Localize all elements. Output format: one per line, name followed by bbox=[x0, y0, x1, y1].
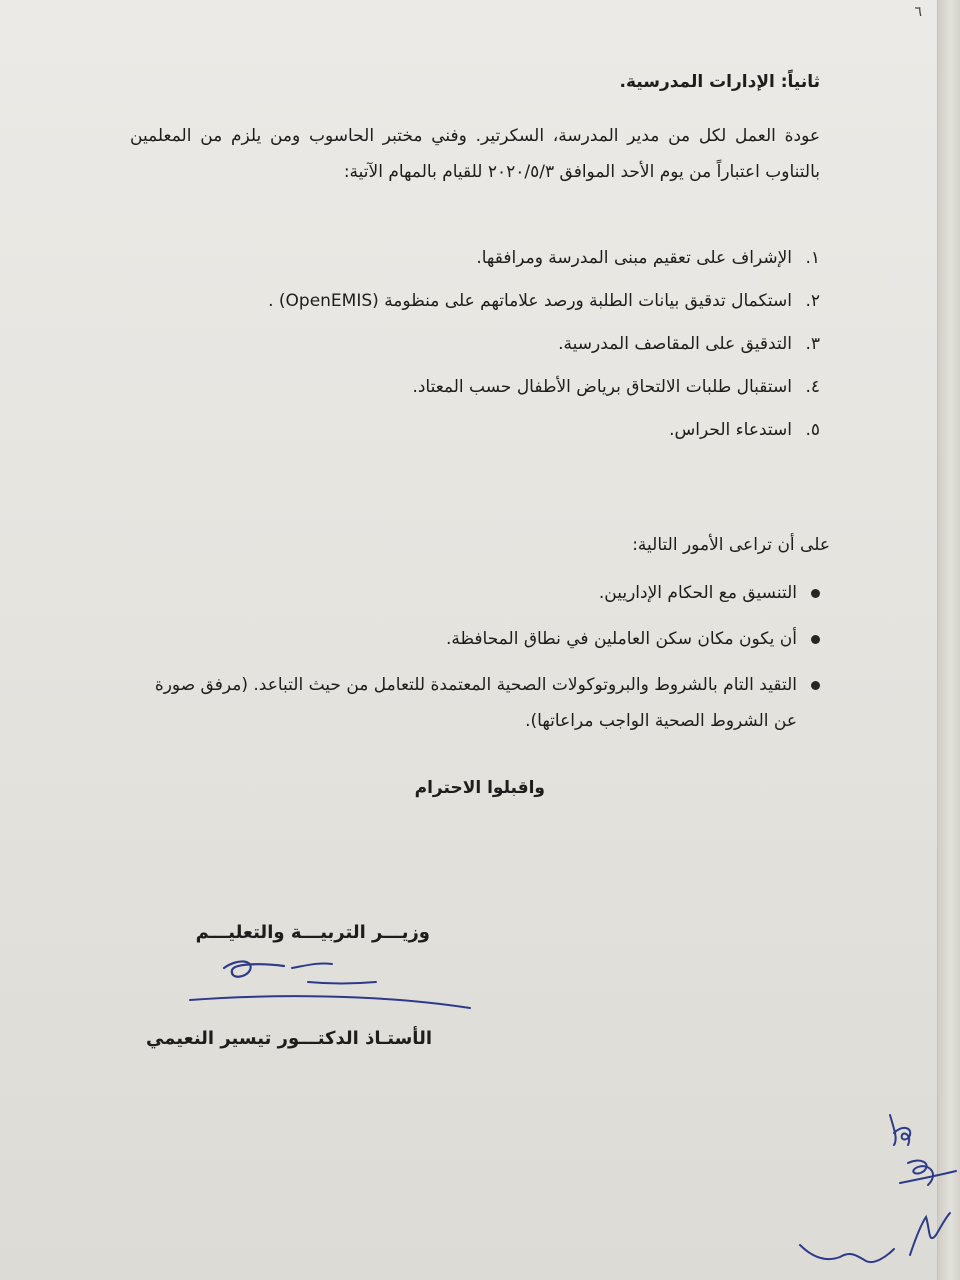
bullet-icon bbox=[811, 635, 820, 644]
list-item bbox=[140, 667, 820, 739]
bullet-icon bbox=[811, 681, 820, 690]
list-item-number: ٢. bbox=[805, 291, 820, 311]
section-heading: ثانياً: الإدارات المدرسية. bbox=[619, 72, 820, 92]
list-item bbox=[130, 283, 820, 319]
margin-annotation bbox=[790, 1105, 960, 1280]
list-item-number: ٤. bbox=[805, 377, 820, 397]
bullet-icon bbox=[811, 589, 820, 598]
list-item-text: استقبال طلبات الالتحاق برياض الأطفال حسب المعتاد. bbox=[412, 377, 792, 397]
list-item-number: ٥. bbox=[805, 420, 820, 440]
list-item-number: ٣. bbox=[805, 334, 820, 354]
list-item-text: استكمال تدقيق بيانات الطلبة ورصد علاماتهم على منظومة (OpenEMIS) . bbox=[268, 291, 792, 311]
signatory-name: الأستـاذ الدكتـــور تيسير النعيمي bbox=[146, 1028, 432, 1049]
list-item-text: استدعاء الحراس. bbox=[669, 420, 792, 440]
list-item-text: التدقيق على المقاصف المدرسية. bbox=[558, 334, 792, 354]
list-item-text: أن يكون مكان سكن العاملين في نطاق المحافظة. bbox=[445, 629, 797, 649]
signatory-title: وزيـــر التربيـــة والتعليـــم bbox=[195, 922, 430, 943]
handwritten-signature bbox=[180, 950, 480, 1030]
list-item bbox=[130, 326, 820, 362]
closing-line: واقبلوا الاحترام bbox=[414, 778, 545, 798]
list-item bbox=[130, 369, 820, 405]
list-item-text: الإشراف على تعقيم مبنى المدرسة ومرافقها. bbox=[476, 248, 792, 268]
task-list bbox=[130, 240, 820, 455]
list-item bbox=[140, 621, 820, 657]
conditions-list bbox=[140, 575, 820, 749]
list-item bbox=[140, 575, 820, 611]
page-number: ٦ bbox=[914, 4, 922, 20]
list-item bbox=[130, 240, 820, 276]
list-item-text: التنسيق مع الحكام الإداريين. bbox=[598, 583, 797, 603]
list-item-number: ١. bbox=[805, 248, 820, 268]
list-item-text: التقيد التام بالشروط والبروتوكولات الصحية المعتمدة للتعامل من حيث التباعد. (مرفق صورة عن الشروط الصحية الواجب مراعاتها). bbox=[154, 675, 797, 731]
page-edge bbox=[937, 0, 960, 1280]
intro-paragraph: عودة العمل لكل من مدير المدرسة، السكرتير. وفني مختبر الحاسوب ومن يلزم من المعلمين بالتناوب اعتباراً من يوم الأحد الموافق ٢٠٢٠/٥/٣ للقيام بالمهام الآتية: bbox=[130, 126, 820, 182]
list-item bbox=[130, 412, 820, 448]
conditions-intro: على أن تراعى الأمور التالية: bbox=[632, 535, 830, 555]
